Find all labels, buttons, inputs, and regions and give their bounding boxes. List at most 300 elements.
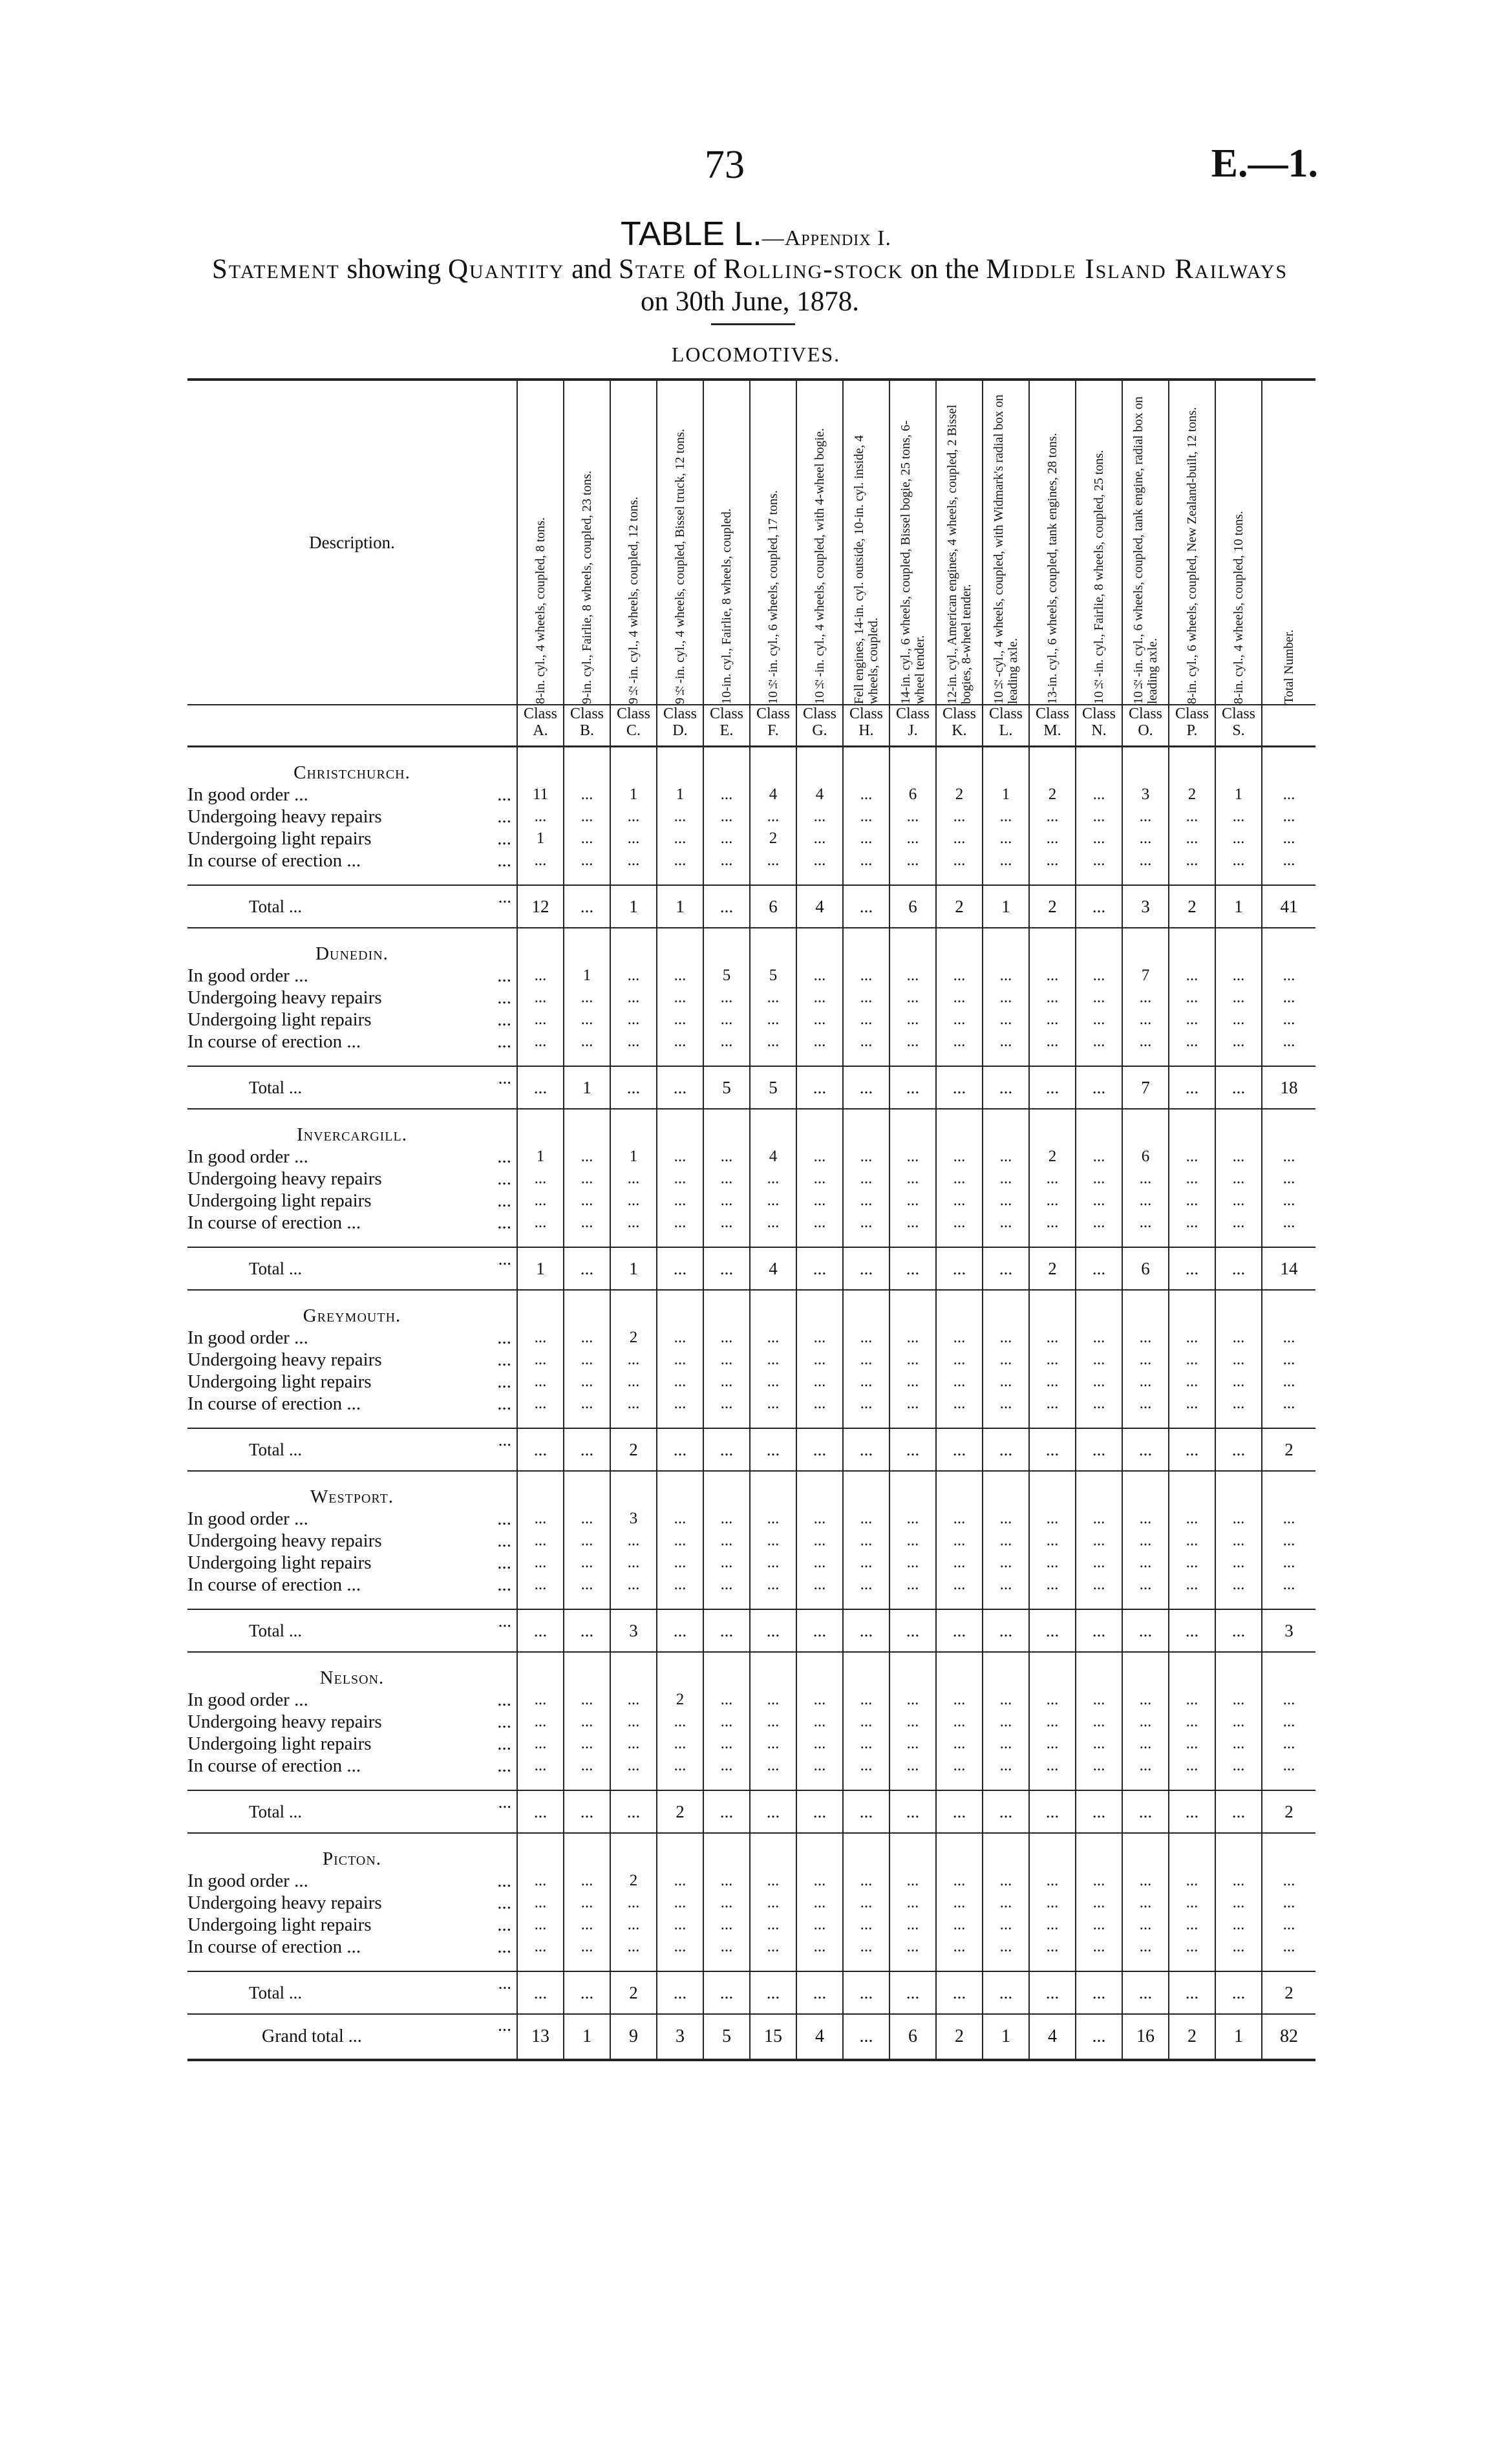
row-label: Greymouth. bbox=[303, 1305, 401, 1326]
table-cell: ... bbox=[703, 1870, 750, 1892]
empty-cell bbox=[564, 1833, 610, 1870]
table-cell: ... bbox=[1169, 828, 1215, 850]
table-cell: ... bbox=[983, 1971, 1029, 2014]
empty-cell bbox=[1215, 1053, 1262, 1066]
table-row bbox=[187, 1689, 1315, 1711]
empty-cell bbox=[517, 1833, 564, 1870]
spacer-row bbox=[187, 1415, 1315, 1428]
spacer-row bbox=[187, 872, 1315, 885]
table-cell: ... bbox=[564, 1146, 610, 1168]
table-cell: 6 bbox=[889, 784, 936, 806]
table-cell: ... bbox=[564, 850, 610, 872]
class-label: Class O. bbox=[1122, 705, 1169, 747]
table-cell: ... bbox=[889, 1609, 936, 1652]
table-cell: ... bbox=[936, 1609, 983, 1652]
table-row bbox=[187, 806, 1315, 828]
table-cell: ... bbox=[1076, 1349, 1122, 1371]
table-cell: ... bbox=[1169, 1327, 1215, 1349]
table-cell: ... bbox=[936, 1971, 983, 2014]
row-label-cell bbox=[187, 1755, 517, 1777]
empty-cell bbox=[1262, 1833, 1315, 1870]
table-row bbox=[187, 1711, 1315, 1733]
district-heading-row bbox=[187, 1290, 1315, 1327]
table-cell: ... bbox=[517, 1914, 564, 1936]
table-cell: ... bbox=[1215, 1009, 1262, 1031]
empty-cell bbox=[1215, 747, 1262, 784]
table-cell: ... bbox=[936, 1031, 983, 1053]
empty-cell bbox=[796, 1777, 843, 1790]
row-label-cell bbox=[187, 2014, 517, 2060]
empty-cell bbox=[1215, 1652, 1262, 1689]
table-cell: ... bbox=[703, 1755, 750, 1777]
row-label: Undergoing light repairs bbox=[187, 1914, 372, 1935]
row-label: Total ... bbox=[249, 897, 303, 916]
table-cell: ... bbox=[750, 1190, 796, 1212]
empty-cell bbox=[187, 1234, 517, 1247]
row-label-cell bbox=[187, 1109, 517, 1146]
empty-cell bbox=[843, 1234, 889, 1247]
table-cell: 1 bbox=[610, 1247, 657, 1290]
row-label: In course of erection ... bbox=[187, 1031, 361, 1052]
table-cell: ... bbox=[657, 1914, 703, 1936]
table-cell: ... bbox=[703, 1530, 750, 1552]
table-cell: ... bbox=[1122, 1790, 1169, 1833]
empty-cell bbox=[983, 1596, 1029, 1609]
table-cell: ... bbox=[983, 850, 1029, 872]
table-cell: ... bbox=[796, 1790, 843, 1833]
table-cell: 2 bbox=[1169, 885, 1215, 928]
table-cell: ... bbox=[703, 1349, 750, 1371]
table-cell: ... bbox=[703, 850, 750, 872]
table-cell: ... bbox=[750, 1936, 796, 1958]
table-cell: ... bbox=[750, 1031, 796, 1053]
table-cell: ... bbox=[1169, 1971, 1215, 2014]
table-cell: ... bbox=[843, 1914, 889, 1936]
empty-cell bbox=[1122, 1958, 1169, 1971]
table-cell: ... bbox=[1215, 1530, 1262, 1552]
table-cell: ... bbox=[936, 1530, 983, 1552]
dot-leader: ... bbox=[498, 1792, 511, 1812]
table-cell: ... bbox=[1262, 1689, 1315, 1711]
table-cell: ... bbox=[1215, 1066, 1262, 1109]
row-label: In good order ... bbox=[187, 1871, 308, 1891]
class-label: Class M. bbox=[1029, 705, 1076, 747]
spacer-row bbox=[187, 1234, 1315, 1247]
table-cell: ... bbox=[703, 1790, 750, 1833]
table-cell: ... bbox=[610, 1733, 657, 1755]
table-cell: ... bbox=[983, 1790, 1029, 1833]
table-cell: ... bbox=[889, 1009, 936, 1031]
total-number-header bbox=[1262, 380, 1315, 705]
table-cell: ... bbox=[889, 1146, 936, 1168]
empty-cell bbox=[657, 747, 703, 784]
column-description bbox=[843, 380, 889, 705]
table-cell: ... bbox=[750, 1349, 796, 1371]
empty-cell bbox=[1076, 1833, 1122, 1870]
empty-cell bbox=[703, 1109, 750, 1146]
table-cell: ... bbox=[564, 1530, 610, 1552]
row-label-cell bbox=[187, 1574, 517, 1596]
table-cell: ... bbox=[1169, 1371, 1215, 1393]
table-cell: ... bbox=[843, 1755, 889, 1777]
table-cell: ... bbox=[796, 1168, 843, 1190]
table-cell: 4 bbox=[796, 784, 843, 806]
table-cell: ... bbox=[1122, 1689, 1169, 1711]
table-cell: ... bbox=[1169, 1428, 1215, 1471]
table-cell: 4 bbox=[1029, 2014, 1076, 2060]
row-label: Westport. bbox=[310, 1486, 394, 1507]
table-cell: ... bbox=[1262, 987, 1315, 1009]
row-label-cell bbox=[187, 747, 517, 784]
table-cell: ... bbox=[750, 1371, 796, 1393]
table-cell: ... bbox=[1262, 1190, 1315, 1212]
table-row bbox=[187, 1936, 1315, 1958]
table-cell: ... bbox=[1122, 1914, 1169, 1936]
table-cell: ... bbox=[517, 1508, 564, 1530]
row-label-cell bbox=[187, 1508, 517, 1530]
empty-cell bbox=[1029, 1652, 1076, 1689]
table-cell: ... bbox=[936, 1212, 983, 1234]
table-row bbox=[187, 1552, 1315, 1574]
empty-cell bbox=[1262, 1471, 1315, 1508]
dot-leader: ... bbox=[497, 828, 511, 849]
table-cell: ... bbox=[703, 1892, 750, 1914]
row-label-cell bbox=[187, 1066, 517, 1109]
table-cell: ... bbox=[1122, 1212, 1169, 1234]
table-cell: ... bbox=[564, 806, 610, 828]
district-heading-row bbox=[187, 928, 1315, 965]
column-description-text: 12-in. cyl., American engines, 4 wheels, coupled, 2 Bissel bogies, 8-wheel tender. bbox=[945, 404, 974, 704]
empty-cell bbox=[1169, 1290, 1215, 1327]
spacer-row bbox=[187, 1777, 1315, 1790]
table-cell: ... bbox=[1215, 987, 1262, 1009]
table-cell: ... bbox=[889, 1914, 936, 1936]
table-cell: ... bbox=[1122, 1327, 1169, 1349]
table-cell: ... bbox=[750, 1428, 796, 1471]
table-cell: ... bbox=[1262, 850, 1315, 872]
empty-cell bbox=[1215, 928, 1262, 965]
table-cell: ... bbox=[1029, 1870, 1076, 1892]
column-description bbox=[889, 380, 936, 705]
table-cell: ... bbox=[610, 1371, 657, 1393]
empty-cell bbox=[610, 872, 657, 885]
empty-cell bbox=[796, 1958, 843, 1971]
empty-cell bbox=[1029, 1290, 1076, 1327]
district-heading-row bbox=[187, 1833, 1315, 1870]
table-cell: 6 bbox=[1122, 1247, 1169, 1290]
table-cell: ... bbox=[657, 1755, 703, 1777]
empty-cell bbox=[703, 747, 750, 784]
table-cell: 1 bbox=[564, 2014, 610, 2060]
table-cell: ... bbox=[564, 1031, 610, 1053]
table-cell: ... bbox=[657, 1508, 703, 1530]
empty-cell bbox=[517, 1053, 564, 1066]
table-cell: ... bbox=[517, 806, 564, 828]
table-cell: ... bbox=[843, 1552, 889, 1574]
table-cell: ... bbox=[750, 1711, 796, 1733]
table-cell: ... bbox=[1169, 1755, 1215, 1777]
table-cell: ... bbox=[703, 885, 750, 928]
table-cell: ... bbox=[564, 1168, 610, 1190]
table-cell: ... bbox=[843, 965, 889, 987]
table-cell: ... bbox=[1122, 1711, 1169, 1733]
table-cell: ... bbox=[1169, 1892, 1215, 1914]
table-cell: ... bbox=[1169, 1212, 1215, 1234]
table-cell: ... bbox=[796, 1327, 843, 1349]
table-cell: ... bbox=[703, 1393, 750, 1415]
table-cell: ... bbox=[564, 1212, 610, 1234]
table-cell: ... bbox=[1076, 806, 1122, 828]
empty-cell bbox=[1122, 928, 1169, 965]
table-cell: ... bbox=[1122, 1971, 1169, 2014]
table-cell: ... bbox=[983, 1349, 1029, 1371]
table-cell: ... bbox=[1215, 1892, 1262, 1914]
table-cell: ... bbox=[564, 1609, 610, 1652]
row-label: Undergoing heavy repairs bbox=[187, 1892, 382, 1913]
table-cell: ... bbox=[703, 1914, 750, 1936]
table-cell: ... bbox=[564, 1870, 610, 1892]
row-label-cell bbox=[187, 928, 517, 965]
empty-cell bbox=[1262, 872, 1315, 885]
table-cell: ... bbox=[843, 1689, 889, 1711]
table-row bbox=[187, 1009, 1315, 1031]
dot-leader: ... bbox=[497, 1871, 511, 1891]
row-label: Undergoing heavy repairs bbox=[187, 1349, 382, 1370]
table-cell: ... bbox=[1215, 828, 1262, 850]
empty-cell bbox=[187, 1053, 517, 1066]
table-cell: ... bbox=[796, 1009, 843, 1031]
empty-cell bbox=[843, 1290, 889, 1327]
empty-cell bbox=[564, 1234, 610, 1247]
table-cell: ... bbox=[1169, 1009, 1215, 1031]
table-cell: ... bbox=[843, 1936, 889, 1958]
table-cell: ... bbox=[750, 1914, 796, 1936]
class-row-total-spacer bbox=[1262, 705, 1315, 747]
table-cell: 2 bbox=[750, 828, 796, 850]
table-cell: ... bbox=[1029, 1689, 1076, 1711]
table-cell: 6 bbox=[1122, 1146, 1169, 1168]
row-label: Total ... bbox=[249, 1621, 303, 1640]
table-cell: ... bbox=[843, 2014, 889, 2060]
empty-cell bbox=[796, 1471, 843, 1508]
row-label-cell bbox=[187, 806, 517, 828]
empty-cell bbox=[1215, 1833, 1262, 1870]
empty-cell bbox=[657, 872, 703, 885]
table-cell: ... bbox=[1215, 1733, 1262, 1755]
table-cell: ... bbox=[1029, 1552, 1076, 1574]
empty-cell bbox=[843, 1958, 889, 1971]
dot-leader: ... bbox=[497, 1892, 511, 1913]
table-cell: ... bbox=[517, 1574, 564, 1596]
table-cell: ... bbox=[1076, 1552, 1122, 1574]
empty-cell bbox=[1076, 1471, 1122, 1508]
table-cell: ... bbox=[843, 828, 889, 850]
table-cell: ... bbox=[517, 1031, 564, 1053]
table-cell: 2 bbox=[1029, 784, 1076, 806]
column-description bbox=[610, 380, 657, 705]
table-cell: ... bbox=[983, 1190, 1029, 1212]
dot-leader: ... bbox=[497, 1393, 511, 1414]
table-row bbox=[187, 784, 1315, 806]
table-row bbox=[187, 1733, 1315, 1755]
table-cell: ... bbox=[1029, 1914, 1076, 1936]
empty-cell bbox=[1215, 1958, 1262, 1971]
table-cell: ... bbox=[1122, 1371, 1169, 1393]
table-cell: ... bbox=[703, 1971, 750, 2014]
table-cell: ... bbox=[610, 987, 657, 1009]
empty-cell bbox=[936, 1777, 983, 1790]
table-cell: ... bbox=[843, 1146, 889, 1168]
table-cell: ... bbox=[1215, 1914, 1262, 1936]
row-label-cell bbox=[187, 1327, 517, 1349]
table-cell: ... bbox=[1029, 1066, 1076, 1109]
dot-leader: ... bbox=[498, 1249, 511, 1269]
empty-cell bbox=[1029, 928, 1076, 965]
table-cell: ... bbox=[796, 1190, 843, 1212]
table-cell: ... bbox=[750, 1552, 796, 1574]
table-cell: ... bbox=[1169, 1733, 1215, 1755]
table-cell: 1 bbox=[564, 1066, 610, 1109]
row-label-cell bbox=[187, 850, 517, 872]
dot-leader: ... bbox=[497, 1733, 511, 1754]
empty-cell bbox=[1215, 1234, 1262, 1247]
statement-word: Middle Island Railways bbox=[986, 254, 1288, 284]
empty-cell bbox=[187, 1596, 517, 1609]
empty-cell bbox=[1262, 1234, 1315, 1247]
table-cell: ... bbox=[1169, 1349, 1215, 1371]
empty-cell bbox=[703, 1958, 750, 1971]
table-cell: ... bbox=[657, 1574, 703, 1596]
table-cell: ... bbox=[889, 1327, 936, 1349]
table-cell: ... bbox=[1169, 1066, 1215, 1109]
statement-date: on 30th June, 1878. bbox=[640, 286, 860, 317]
table-cell: ... bbox=[796, 828, 843, 850]
table-cell: 3 bbox=[1122, 784, 1169, 806]
table-cell: 1 bbox=[983, 885, 1029, 928]
table-cell: ... bbox=[983, 1892, 1029, 1914]
dot-leader: ... bbox=[497, 1711, 511, 1732]
table-cell: 1 bbox=[517, 1146, 564, 1168]
table-cell: ... bbox=[657, 1146, 703, 1168]
district-heading-row bbox=[187, 747, 1315, 784]
empty-cell bbox=[750, 1958, 796, 1971]
table-title-appendix: —Appendix I. bbox=[761, 226, 891, 250]
table-cell: ... bbox=[750, 1168, 796, 1190]
table-cell: ... bbox=[796, 1212, 843, 1234]
empty-cell bbox=[1029, 1415, 1076, 1428]
empty-cell bbox=[1215, 1109, 1262, 1146]
table-cell: 4 bbox=[750, 784, 796, 806]
row-label: Undergoing heavy repairs bbox=[187, 1711, 382, 1732]
table-cell: ... bbox=[936, 1552, 983, 1574]
table-cell: 1 bbox=[983, 784, 1029, 806]
empty-cell bbox=[703, 1833, 750, 1870]
table-cell: ... bbox=[610, 965, 657, 987]
table-cell: ... bbox=[750, 987, 796, 1009]
table-cell: ... bbox=[1169, 1711, 1215, 1733]
row-label-cell bbox=[187, 1428, 517, 1471]
table-cell: ... bbox=[1215, 1552, 1262, 1574]
dot-leader: ... bbox=[497, 1936, 511, 1957]
empty-cell bbox=[750, 747, 796, 784]
table-cell: ... bbox=[1169, 1247, 1215, 1290]
row-label: In course of erection ... bbox=[187, 1212, 361, 1233]
table-cell: ... bbox=[889, 828, 936, 850]
table-cell: 1 bbox=[610, 784, 657, 806]
class-label: Class F. bbox=[750, 705, 796, 747]
table-cell: ... bbox=[517, 1212, 564, 1234]
table-cell: ... bbox=[1076, 1892, 1122, 1914]
table-cell: ... bbox=[1262, 1508, 1315, 1530]
row-label: Total ... bbox=[249, 1802, 303, 1821]
table-cell: 7 bbox=[1122, 1066, 1169, 1109]
empty-cell bbox=[1169, 1777, 1215, 1790]
dot-leader: ... bbox=[497, 850, 511, 871]
empty-cell bbox=[1169, 1234, 1215, 1247]
empty-cell bbox=[657, 1652, 703, 1689]
table-cell: ... bbox=[517, 1755, 564, 1777]
table-cell: ... bbox=[610, 1009, 657, 1031]
table-cell: ... bbox=[517, 1971, 564, 2014]
table-row bbox=[187, 1574, 1315, 1596]
empty-cell bbox=[517, 1596, 564, 1609]
table-cell: ... bbox=[1215, 1711, 1262, 1733]
table-cell: ... bbox=[1215, 1755, 1262, 1777]
class-label: Class A. bbox=[517, 705, 564, 747]
table-cell: ... bbox=[517, 1168, 564, 1190]
empty-cell bbox=[1029, 1109, 1076, 1146]
table-cell: ... bbox=[703, 1168, 750, 1190]
table-cell: ... bbox=[657, 1190, 703, 1212]
table-cell: ... bbox=[889, 1031, 936, 1053]
table-cell: ... bbox=[796, 1689, 843, 1711]
empty-cell bbox=[610, 747, 657, 784]
table-cell: ... bbox=[936, 1349, 983, 1371]
table-cell: ... bbox=[843, 1790, 889, 1833]
table-cell: ... bbox=[1029, 1349, 1076, 1371]
table-cell: ... bbox=[564, 784, 610, 806]
empty-cell bbox=[1076, 1290, 1122, 1327]
table-cell: ... bbox=[843, 1892, 889, 1914]
table-cell: 2 bbox=[1262, 1971, 1315, 2014]
table-cell: ... bbox=[983, 1327, 1029, 1349]
table-cell: ... bbox=[889, 1733, 936, 1755]
empty-cell bbox=[1122, 1290, 1169, 1327]
table-cell: ... bbox=[843, 1009, 889, 1031]
table-cell: 2 bbox=[1262, 1428, 1315, 1471]
table-cell: ... bbox=[796, 850, 843, 872]
empty-cell bbox=[1122, 747, 1169, 784]
empty-cell bbox=[517, 1109, 564, 1146]
row-label: Undergoing heavy repairs bbox=[187, 1168, 382, 1189]
row-label: Total ... bbox=[249, 1078, 303, 1097]
empty-cell bbox=[983, 1234, 1029, 1247]
empty-cell bbox=[983, 1471, 1029, 1508]
table-cell: ... bbox=[1029, 1393, 1076, 1415]
table-cell: 1 bbox=[1215, 885, 1262, 928]
locomotives-table bbox=[187, 378, 1315, 2061]
empty-cell bbox=[703, 928, 750, 965]
table-cell: ... bbox=[750, 1870, 796, 1892]
statement-text: and bbox=[564, 254, 619, 284]
column-description bbox=[983, 380, 1029, 705]
table-cell: ... bbox=[610, 1755, 657, 1777]
empty-cell bbox=[843, 1053, 889, 1066]
table-cell: 1 bbox=[983, 2014, 1029, 2060]
table-row bbox=[187, 1914, 1315, 1936]
empty-cell bbox=[889, 747, 936, 784]
table-cell: ... bbox=[1122, 1349, 1169, 1371]
